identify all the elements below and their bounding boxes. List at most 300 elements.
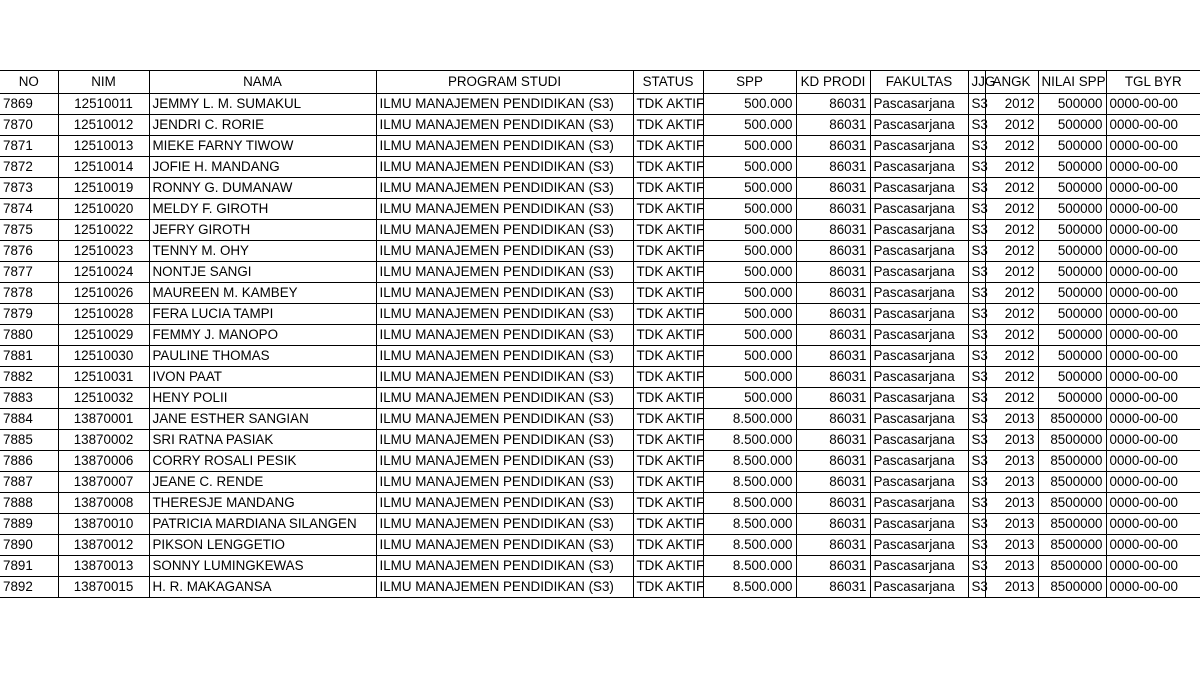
cell-jjg: S3 <box>968 115 985 136</box>
cell-status: TDK AKTIF <box>633 367 703 388</box>
cell-no: 7885 <box>0 430 58 451</box>
column-header: TGL BYR <box>1106 71 1200 94</box>
cell-angk: 2012 <box>985 388 1038 409</box>
cell-nim: 12510014 <box>58 157 149 178</box>
cell-status: TDK AKTIF <box>633 262 703 283</box>
cell-nama: THERESJE MANDANG <box>149 493 376 514</box>
cell-spp: 500.000 <box>703 241 796 262</box>
cell-nilai-spp: 500000 <box>1038 367 1106 388</box>
cell-nilai-spp: 500000 <box>1038 304 1106 325</box>
cell-angk: 2013 <box>985 535 1038 556</box>
cell-fakultas: Pascasarjana <box>870 115 968 136</box>
cell-status: TDK AKTIF <box>633 283 703 304</box>
cell-fakultas: Pascasarjana <box>870 136 968 157</box>
cell-program-studi: ILMU MANAJEMEN PENDIDIKAN (S3) <box>376 388 633 409</box>
cell-nama: MAUREEN M. KAMBEY <box>149 283 376 304</box>
cell-fakultas: Pascasarjana <box>870 262 968 283</box>
cell-nim: 12510024 <box>58 262 149 283</box>
cell-fakultas: Pascasarjana <box>870 556 968 577</box>
cell-program-studi: ILMU MANAJEMEN PENDIDIKAN (S3) <box>376 346 633 367</box>
cell-program-studi: ILMU MANAJEMEN PENDIDIKAN (S3) <box>376 283 633 304</box>
cell-jjg: S3 <box>968 388 985 409</box>
cell-angk: 2012 <box>985 325 1038 346</box>
cell-no: 7883 <box>0 388 58 409</box>
cell-nim: 12510026 <box>58 283 149 304</box>
cell-kd-prodi: 86031 <box>796 94 870 115</box>
cell-kd-prodi: 86031 <box>796 115 870 136</box>
column-header: NAMA <box>149 71 376 94</box>
cell-nilai-spp: 8500000 <box>1038 409 1106 430</box>
cell-nama: FERA LUCIA TAMPI <box>149 304 376 325</box>
cell-angk: 2012 <box>985 157 1038 178</box>
cell-nilai-spp: 8500000 <box>1038 556 1106 577</box>
table-row <box>0 220 1200 241</box>
cell-status: TDK AKTIF <box>633 199 703 220</box>
cell-status: TDK AKTIF <box>633 388 703 409</box>
cell-jjg: S3 <box>968 262 985 283</box>
cell-nama: IVON PAAT <box>149 367 376 388</box>
cell-nilai-spp: 500000 <box>1038 157 1106 178</box>
cell-no: 7878 <box>0 283 58 304</box>
cell-tgl-byr: 0000-00-00 <box>1106 346 1200 367</box>
table-row <box>0 409 1200 430</box>
cell-program-studi: ILMU MANAJEMEN PENDIDIKAN (S3) <box>376 304 633 325</box>
cell-tgl-byr: 0000-00-00 <box>1106 535 1200 556</box>
cell-fakultas: Pascasarjana <box>870 409 968 430</box>
table-row <box>0 451 1200 472</box>
cell-jjg: S3 <box>968 241 985 262</box>
cell-nilai-spp: 8500000 <box>1038 430 1106 451</box>
cell-status: TDK AKTIF <box>633 472 703 493</box>
column-header: KD PRODI <box>796 71 870 94</box>
cell-spp: 500.000 <box>703 157 796 178</box>
cell-program-studi: ILMU MANAJEMEN PENDIDIKAN (S3) <box>376 220 633 241</box>
cell-nilai-spp: 500000 <box>1038 136 1106 157</box>
cell-no: 7877 <box>0 262 58 283</box>
column-header: FAKULTAS <box>870 71 968 94</box>
cell-tgl-byr: 0000-00-00 <box>1106 304 1200 325</box>
cell-fakultas: Pascasarjana <box>870 283 968 304</box>
cell-no: 7889 <box>0 514 58 535</box>
cell-kd-prodi: 86031 <box>796 535 870 556</box>
cell-program-studi: ILMU MANAJEMEN PENDIDIKAN (S3) <box>376 514 633 535</box>
cell-spp: 8.500.000 <box>703 577 796 598</box>
cell-spp: 500.000 <box>703 94 796 115</box>
cell-no: 7884 <box>0 409 58 430</box>
cell-spp: 8.500.000 <box>703 493 796 514</box>
cell-status: TDK AKTIF <box>633 409 703 430</box>
cell-angk: 2012 <box>985 136 1038 157</box>
cell-jjg: S3 <box>968 178 985 199</box>
cell-nama: HENY POLII <box>149 388 376 409</box>
cell-program-studi: ILMU MANAJEMEN PENDIDIKAN (S3) <box>376 136 633 157</box>
cell-angk: 2013 <box>985 556 1038 577</box>
table-row <box>0 304 1200 325</box>
cell-spp: 8.500.000 <box>703 514 796 535</box>
cell-program-studi: ILMU MANAJEMEN PENDIDIKAN (S3) <box>376 472 633 493</box>
cell-no: 7882 <box>0 367 58 388</box>
cell-kd-prodi: 86031 <box>796 346 870 367</box>
cell-fakultas: Pascasarjana <box>870 241 968 262</box>
cell-fakultas: Pascasarjana <box>870 514 968 535</box>
cell-no: 7869 <box>0 94 58 115</box>
cell-nim: 12510032 <box>58 388 149 409</box>
table-row <box>0 262 1200 283</box>
cell-status: TDK AKTIF <box>633 157 703 178</box>
cell-jjg: S3 <box>968 556 985 577</box>
cell-program-studi: ILMU MANAJEMEN PENDIDIKAN (S3) <box>376 178 633 199</box>
cell-spp: 500.000 <box>703 304 796 325</box>
cell-angk: 2013 <box>985 514 1038 535</box>
cell-nama: MELDY F. GIROTH <box>149 199 376 220</box>
cell-tgl-byr: 0000-00-00 <box>1106 220 1200 241</box>
cell-status: TDK AKTIF <box>633 325 703 346</box>
cell-jjg: S3 <box>968 220 985 241</box>
column-header: JJG <box>968 71 985 94</box>
column-header: ANGK <box>985 71 1038 94</box>
cell-spp: 8.500.000 <box>703 409 796 430</box>
cell-program-studi: ILMU MANAJEMEN PENDIDIKAN (S3) <box>376 409 633 430</box>
cell-fakultas: Pascasarjana <box>870 535 968 556</box>
cell-program-studi: ILMU MANAJEMEN PENDIDIKAN (S3) <box>376 493 633 514</box>
cell-tgl-byr: 0000-00-00 <box>1106 325 1200 346</box>
cell-kd-prodi: 86031 <box>796 199 870 220</box>
cell-jjg: S3 <box>968 367 985 388</box>
cell-nim: 13870001 <box>58 409 149 430</box>
cell-program-studi: ILMU MANAJEMEN PENDIDIKAN (S3) <box>376 556 633 577</box>
cell-nama: JEMMY L. M. SUMAKUL <box>149 94 376 115</box>
cell-fakultas: Pascasarjana <box>870 346 968 367</box>
cell-no: 7886 <box>0 451 58 472</box>
cell-status: TDK AKTIF <box>633 430 703 451</box>
cell-jjg: S3 <box>968 136 985 157</box>
cell-nim: 12510020 <box>58 199 149 220</box>
cell-nama: SONNY LUMINGKEWAS <box>149 556 376 577</box>
cell-fakultas: Pascasarjana <box>870 430 968 451</box>
cell-angk: 2012 <box>985 367 1038 388</box>
cell-angk: 2012 <box>985 304 1038 325</box>
cell-tgl-byr: 0000-00-00 <box>1106 514 1200 535</box>
column-header: NILAI SPP <box>1038 71 1106 94</box>
cell-no: 7874 <box>0 199 58 220</box>
cell-nilai-spp: 500000 <box>1038 178 1106 199</box>
cell-program-studi: ILMU MANAJEMEN PENDIDIKAN (S3) <box>376 430 633 451</box>
cell-spp: 8.500.000 <box>703 430 796 451</box>
cell-status: TDK AKTIF <box>633 535 703 556</box>
column-header: NIM <box>58 71 149 94</box>
cell-no: 7875 <box>0 220 58 241</box>
cell-angk: 2012 <box>985 241 1038 262</box>
cell-spp: 500.000 <box>703 367 796 388</box>
cell-status: TDK AKTIF <box>633 514 703 535</box>
cell-nama: JENDRI C. RORIE <box>149 115 376 136</box>
cell-program-studi: ILMU MANAJEMEN PENDIDIKAN (S3) <box>376 325 633 346</box>
table-row <box>0 325 1200 346</box>
cell-fakultas: Pascasarjana <box>870 493 968 514</box>
cell-no: 7888 <box>0 493 58 514</box>
table-row <box>0 115 1200 136</box>
cell-nim: 13870007 <box>58 472 149 493</box>
cell-kd-prodi: 86031 <box>796 220 870 241</box>
cell-tgl-byr: 0000-00-00 <box>1106 199 1200 220</box>
cell-no: 7881 <box>0 346 58 367</box>
cell-nim: 12510031 <box>58 367 149 388</box>
table-row <box>0 430 1200 451</box>
cell-fakultas: Pascasarjana <box>870 325 968 346</box>
cell-jjg: S3 <box>968 577 985 598</box>
cell-program-studi: ILMU MANAJEMEN PENDIDIKAN (S3) <box>376 94 633 115</box>
cell-angk: 2012 <box>985 283 1038 304</box>
cell-nilai-spp: 500000 <box>1038 115 1106 136</box>
cell-no: 7891 <box>0 556 58 577</box>
cell-nilai-spp: 8500000 <box>1038 514 1106 535</box>
cell-nim: 12510019 <box>58 178 149 199</box>
cell-jjg: S3 <box>968 94 985 115</box>
spreadsheet <box>0 70 1200 598</box>
cell-program-studi: ILMU MANAJEMEN PENDIDIKAN (S3) <box>376 367 633 388</box>
cell-status: TDK AKTIF <box>633 577 703 598</box>
cell-spp: 8.500.000 <box>703 472 796 493</box>
table-row <box>0 283 1200 304</box>
table-row <box>0 514 1200 535</box>
cell-nilai-spp: 500000 <box>1038 325 1106 346</box>
cell-nama: PAULINE THOMAS <box>149 346 376 367</box>
cell-nama: JEANE C. RENDE <box>149 472 376 493</box>
cell-nilai-spp: 500000 <box>1038 220 1106 241</box>
cell-nim: 12510013 <box>58 136 149 157</box>
cell-nim: 13870013 <box>58 556 149 577</box>
cell-tgl-byr: 0000-00-00 <box>1106 115 1200 136</box>
column-header: PROGRAM STUDI <box>376 71 633 94</box>
cell-kd-prodi: 86031 <box>796 325 870 346</box>
cell-nama: JOFIE H. MANDANG <box>149 157 376 178</box>
cell-fakultas: Pascasarjana <box>870 220 968 241</box>
cell-kd-prodi: 86031 <box>796 283 870 304</box>
cell-spp: 500.000 <box>703 220 796 241</box>
cell-tgl-byr: 0000-00-00 <box>1106 577 1200 598</box>
cell-angk: 2012 <box>985 346 1038 367</box>
cell-spp: 8.500.000 <box>703 451 796 472</box>
cell-nama: PIKSON LENGGETIO <box>149 535 376 556</box>
cell-tgl-byr: 0000-00-00 <box>1106 472 1200 493</box>
table-row <box>0 493 1200 514</box>
cell-kd-prodi: 86031 <box>796 451 870 472</box>
cell-no: 7890 <box>0 535 58 556</box>
cell-status: TDK AKTIF <box>633 304 703 325</box>
cell-spp: 500.000 <box>703 178 796 199</box>
cell-jjg: S3 <box>968 409 985 430</box>
cell-no: 7870 <box>0 115 58 136</box>
cell-nama: TENNY M. OHY <box>149 241 376 262</box>
cell-kd-prodi: 86031 <box>796 262 870 283</box>
cell-kd-prodi: 86031 <box>796 157 870 178</box>
cell-nilai-spp: 500000 <box>1038 241 1106 262</box>
cell-angk: 2012 <box>985 178 1038 199</box>
cell-status: TDK AKTIF <box>633 136 703 157</box>
cell-status: TDK AKTIF <box>633 556 703 577</box>
cell-jjg: S3 <box>968 535 985 556</box>
cell-nim: 12510012 <box>58 115 149 136</box>
cell-jjg: S3 <box>968 346 985 367</box>
cell-tgl-byr: 0000-00-00 <box>1106 409 1200 430</box>
cell-nim: 13870002 <box>58 430 149 451</box>
cell-program-studi: ILMU MANAJEMEN PENDIDIKAN (S3) <box>376 157 633 178</box>
cell-fakultas: Pascasarjana <box>870 178 968 199</box>
cell-nilai-spp: 500000 <box>1038 346 1106 367</box>
cell-status: TDK AKTIF <box>633 241 703 262</box>
column-header: NO <box>0 71 58 94</box>
column-header: STATUS <box>633 71 703 94</box>
cell-angk: 2012 <box>985 199 1038 220</box>
cell-nim: 13870008 <box>58 493 149 514</box>
cell-kd-prodi: 86031 <box>796 577 870 598</box>
cell-spp: 500.000 <box>703 262 796 283</box>
cell-angk: 2013 <box>985 451 1038 472</box>
table-row <box>0 94 1200 115</box>
cell-program-studi: ILMU MANAJEMEN PENDIDIKAN (S3) <box>376 241 633 262</box>
cell-no: 7871 <box>0 136 58 157</box>
cell-angk: 2013 <box>985 430 1038 451</box>
cell-no: 7887 <box>0 472 58 493</box>
cell-angk: 2013 <box>985 472 1038 493</box>
cell-status: TDK AKTIF <box>633 493 703 514</box>
column-header: SPP <box>703 71 796 94</box>
cell-no: 7880 <box>0 325 58 346</box>
cell-fakultas: Pascasarjana <box>870 367 968 388</box>
cell-fakultas: Pascasarjana <box>870 157 968 178</box>
cell-nama: MIEKE FARNY TIWOW <box>149 136 376 157</box>
table-row <box>0 388 1200 409</box>
table-row <box>0 367 1200 388</box>
cell-kd-prodi: 86031 <box>796 136 870 157</box>
table-row <box>0 199 1200 220</box>
cell-status: TDK AKTIF <box>633 94 703 115</box>
cell-program-studi: ILMU MANAJEMEN PENDIDIKAN (S3) <box>376 199 633 220</box>
cell-jjg: S3 <box>968 304 985 325</box>
cell-nama: JANE ESTHER SANGIAN <box>149 409 376 430</box>
cell-jjg: S3 <box>968 325 985 346</box>
cell-spp: 8.500.000 <box>703 535 796 556</box>
cell-nim: 12510029 <box>58 325 149 346</box>
cell-no: 7873 <box>0 178 58 199</box>
cell-fakultas: Pascasarjana <box>870 304 968 325</box>
cell-spp: 500.000 <box>703 199 796 220</box>
cell-nama: RONNY G. DUMANAW <box>149 178 376 199</box>
cell-nilai-spp: 500000 <box>1038 199 1106 220</box>
cell-nim: 13870012 <box>58 535 149 556</box>
cell-nilai-spp: 8500000 <box>1038 535 1106 556</box>
cell-angk: 2012 <box>985 115 1038 136</box>
cell-kd-prodi: 86031 <box>796 178 870 199</box>
cell-jjg: S3 <box>968 514 985 535</box>
cell-nilai-spp: 500000 <box>1038 283 1106 304</box>
cell-kd-prodi: 86031 <box>796 472 870 493</box>
cell-nim: 13870006 <box>58 451 149 472</box>
cell-nama: PATRICIA MARDIANA SILANGEN <box>149 514 376 535</box>
cell-status: TDK AKTIF <box>633 451 703 472</box>
cell-fakultas: Pascasarjana <box>870 388 968 409</box>
cell-angk: 2012 <box>985 220 1038 241</box>
cell-no: 7892 <box>0 577 58 598</box>
table-row <box>0 535 1200 556</box>
cell-nama: H. R. MAKAGANSA <box>149 577 376 598</box>
table-row <box>0 472 1200 493</box>
cell-kd-prodi: 86031 <box>796 241 870 262</box>
cell-kd-prodi: 86031 <box>796 304 870 325</box>
cell-kd-prodi: 86031 <box>796 430 870 451</box>
cell-tgl-byr: 0000-00-00 <box>1106 241 1200 262</box>
cell-jjg: S3 <box>968 493 985 514</box>
cell-tgl-byr: 0000-00-00 <box>1106 493 1200 514</box>
cell-angk: 2013 <box>985 409 1038 430</box>
cell-status: TDK AKTIF <box>633 115 703 136</box>
cell-nama: FEMMY J. MANOPO <box>149 325 376 346</box>
cell-tgl-byr: 0000-00-00 <box>1106 94 1200 115</box>
cell-no: 7876 <box>0 241 58 262</box>
cell-nilai-spp: 8500000 <box>1038 472 1106 493</box>
cell-angk: 2013 <box>985 493 1038 514</box>
cell-nilai-spp: 500000 <box>1038 262 1106 283</box>
cell-kd-prodi: 86031 <box>796 556 870 577</box>
cell-jjg: S3 <box>968 430 985 451</box>
cell-nilai-spp: 8500000 <box>1038 493 1106 514</box>
cell-spp: 500.000 <box>703 388 796 409</box>
cell-nilai-spp: 500000 <box>1038 94 1106 115</box>
cell-program-studi: ILMU MANAJEMEN PENDIDIKAN (S3) <box>376 451 633 472</box>
cell-status: TDK AKTIF <box>633 178 703 199</box>
cell-nim: 13870010 <box>58 514 149 535</box>
cell-jjg: S3 <box>968 472 985 493</box>
cell-kd-prodi: 86031 <box>796 514 870 535</box>
cell-spp: 500.000 <box>703 283 796 304</box>
cell-program-studi: ILMU MANAJEMEN PENDIDIKAN (S3) <box>376 535 633 556</box>
cell-jjg: S3 <box>968 451 985 472</box>
cell-tgl-byr: 0000-00-00 <box>1106 556 1200 577</box>
table-body <box>0 94 1200 598</box>
table-row <box>0 178 1200 199</box>
cell-angk: 2013 <box>985 577 1038 598</box>
table-row <box>0 577 1200 598</box>
student-table <box>0 70 1200 598</box>
cell-spp: 500.000 <box>703 325 796 346</box>
cell-fakultas: Pascasarjana <box>870 451 968 472</box>
cell-tgl-byr: 0000-00-00 <box>1106 451 1200 472</box>
cell-nim: 12510028 <box>58 304 149 325</box>
cell-spp: 500.000 <box>703 115 796 136</box>
cell-no: 7879 <box>0 304 58 325</box>
cell-jjg: S3 <box>968 283 985 304</box>
cell-nim: 12510022 <box>58 220 149 241</box>
cell-nilai-spp: 8500000 <box>1038 577 1106 598</box>
cell-fakultas: Pascasarjana <box>870 577 968 598</box>
cell-fakultas: Pascasarjana <box>870 199 968 220</box>
cell-jjg: S3 <box>968 157 985 178</box>
cell-no: 7872 <box>0 157 58 178</box>
cell-fakultas: Pascasarjana <box>870 472 968 493</box>
cell-tgl-byr: 0000-00-00 <box>1106 430 1200 451</box>
cell-nilai-spp: 8500000 <box>1038 451 1106 472</box>
cell-nim: 12510011 <box>58 94 149 115</box>
table-row <box>0 241 1200 262</box>
cell-nama: JEFRY GIROTH <box>149 220 376 241</box>
cell-tgl-byr: 0000-00-00 <box>1106 157 1200 178</box>
cell-tgl-byr: 0000-00-00 <box>1106 136 1200 157</box>
cell-nim: 12510023 <box>58 241 149 262</box>
table-row <box>0 556 1200 577</box>
header-row <box>0 71 1200 94</box>
cell-program-studi: ILMU MANAJEMEN PENDIDIKAN (S3) <box>376 115 633 136</box>
cell-program-studi: ILMU MANAJEMEN PENDIDIKAN (S3) <box>376 577 633 598</box>
